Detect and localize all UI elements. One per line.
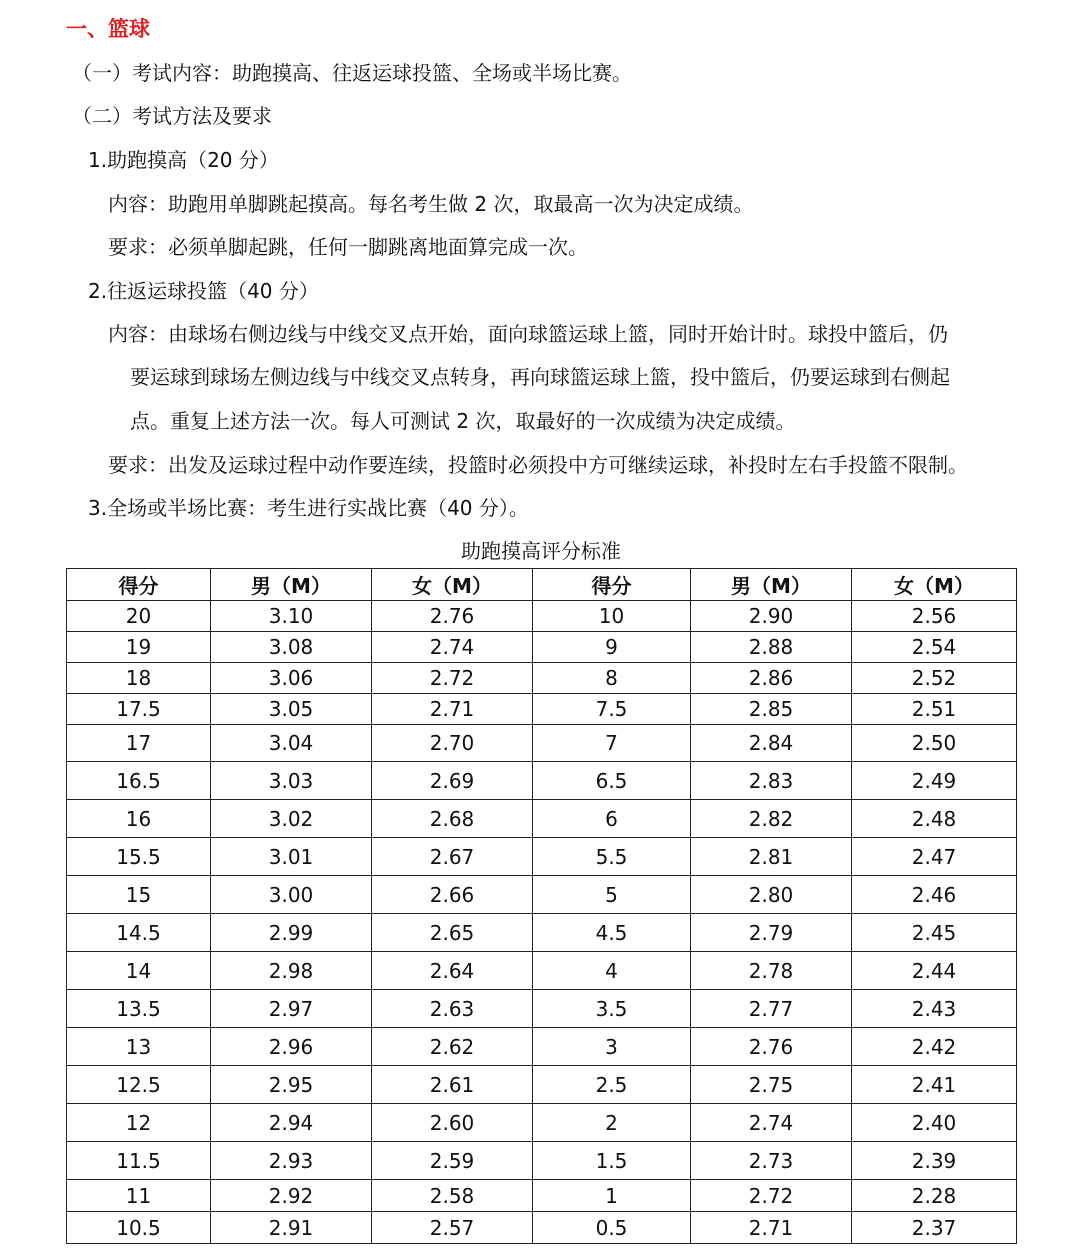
table-cell: 17	[67, 725, 211, 762]
table-cell: 15	[67, 876, 211, 914]
section-title: 一、篮球	[66, 17, 150, 41]
jump-reach-requirement: 要求：必须单脚起跳，任何一脚跳离地面算完成一次。	[108, 235, 588, 259]
table-cell: 2.97	[211, 990, 372, 1028]
header-female-1: 女（M）	[372, 569, 533, 601]
dribble-shot-content-1: 内容：由球场右侧边线与中线交叉点开始，面向球篮运球上篮，同时开始计时。球投中篮后，仍	[108, 322, 948, 346]
table-cell: 2.67	[372, 838, 533, 876]
table-cell: 6	[533, 800, 691, 838]
table-cell: 2.70	[372, 725, 533, 762]
table-cell: 5.5	[533, 838, 691, 876]
table-row	[67, 762, 1017, 800]
table-cell: 2.44	[852, 952, 1017, 990]
table-cell: 16.5	[67, 762, 211, 800]
table-cell: 2.48	[852, 800, 1017, 838]
table-cell: 3	[533, 1028, 691, 1066]
table-cell: 2.91	[211, 1212, 372, 1244]
table-cell: 16	[67, 800, 211, 838]
table-row	[67, 1180, 1017, 1212]
table-cell: 2.96	[211, 1028, 372, 1066]
table-cell: 2.51	[852, 694, 1017, 725]
table-cell: 2.83	[691, 762, 852, 800]
table-row	[67, 914, 1017, 952]
table-cell: 2.41	[852, 1066, 1017, 1104]
table-cell: 2.62	[372, 1028, 533, 1066]
table-cell: 3.04	[211, 725, 372, 762]
table-cell: 11.5	[67, 1142, 211, 1180]
table-cell: 2.80	[691, 876, 852, 914]
table-cell: 13	[67, 1028, 211, 1066]
table-cell: 11	[67, 1180, 211, 1212]
table-cell: 2.59	[372, 1142, 533, 1180]
table-cell: 2.47	[852, 838, 1017, 876]
table-cell: 2.54	[852, 632, 1017, 663]
table-cell: 2.56	[852, 601, 1017, 632]
table-cell: 2.74	[372, 632, 533, 663]
table-cell: 2.99	[211, 914, 372, 952]
table-cell: 4.5	[533, 914, 691, 952]
dribble-shot-content-2: 要运球到球场左侧边线与中线交叉点转身，再向球篮运球上篮，投中篮后，仍要运球到右侧起	[130, 365, 950, 389]
table-cell: 2.57	[372, 1212, 533, 1244]
table-cell: 2	[533, 1104, 691, 1142]
table-cell: 20	[67, 601, 211, 632]
table-cell: 2.81	[691, 838, 852, 876]
table-cell: 2.75	[691, 1066, 852, 1104]
table-row	[67, 1212, 1017, 1244]
table-cell: 15.5	[67, 838, 211, 876]
table-cell: 2.45	[852, 914, 1017, 952]
table-cell: 2.79	[691, 914, 852, 952]
table-cell: 2.85	[691, 694, 852, 725]
match-heading: 3.全场或半场比赛：考生进行实战比赛（40 分）。	[88, 496, 529, 520]
table-cell: 2.61	[372, 1066, 533, 1104]
table-row	[67, 876, 1017, 914]
table-cell: 2.76	[691, 1028, 852, 1066]
table-cell: 2.66	[372, 876, 533, 914]
table-cell: 2.94	[211, 1104, 372, 1142]
table-cell: 18	[67, 663, 211, 694]
table-header-row	[67, 569, 1017, 601]
table-cell: 2.93	[211, 1142, 372, 1180]
table-row	[67, 800, 1017, 838]
table-cell: 7.5	[533, 694, 691, 725]
table-cell: 2.43	[852, 990, 1017, 1028]
table-cell: 10.5	[67, 1212, 211, 1244]
jump-reach-content: 内容：助跑用单脚跳起摸高。每名考生做 2 次，取最高一次为决定成绩。	[108, 192, 754, 216]
table-row	[67, 990, 1017, 1028]
header-male-2: 男（M）	[691, 569, 852, 601]
exam-method-heading: （二）考试方法及要求	[72, 104, 272, 128]
table-cell: 2.82	[691, 800, 852, 838]
table-cell: 2.5	[533, 1066, 691, 1104]
table-cell: 14	[67, 952, 211, 990]
table-cell: 5	[533, 876, 691, 914]
dribble-shot-heading: 2.往返运球投篮（40 分）	[88, 279, 319, 303]
table-cell: 3.08	[211, 632, 372, 663]
table-cell: 8	[533, 663, 691, 694]
table-cell: 2.46	[852, 876, 1017, 914]
table-row	[67, 952, 1017, 990]
header-female-2: 女（M）	[852, 569, 1017, 601]
table-cell: 2.84	[691, 725, 852, 762]
table-cell: 2.76	[372, 601, 533, 632]
table-cell: 2.74	[691, 1104, 852, 1142]
table-cell: 13.5	[67, 990, 211, 1028]
table-body	[67, 601, 1017, 1244]
table-cell: 2.78	[691, 952, 852, 990]
table-cell: 2.86	[691, 663, 852, 694]
table-cell: 17.5	[67, 694, 211, 725]
header-male-1: 男（M）	[211, 569, 372, 601]
table-cell: 6.5	[533, 762, 691, 800]
table-cell: 3.5	[533, 990, 691, 1028]
header-score-1: 得分	[67, 569, 211, 601]
table-cell: 9	[533, 632, 691, 663]
exam-content-line: （一）考试内容：助跑摸高、往返运球投篮、全场或半场比赛。	[72, 61, 632, 85]
table-cell: 2.49	[852, 762, 1017, 800]
table-cell: 19	[67, 632, 211, 663]
dribble-shot-content-3: 点。重复上述方法一次。每人可测试 2 次，取最好的一次成绩为决定成绩。	[130, 409, 796, 433]
table-cell: 3.03	[211, 762, 372, 800]
table-cell: 2.72	[691, 1180, 852, 1212]
table-row	[67, 838, 1017, 876]
dribble-shot-requirement: 要求：出发及运球过程中动作要连续，投篮时必须投中方可继续运球，补投时左右手投篮不限制。	[108, 453, 968, 477]
table-cell: 3.10	[211, 601, 372, 632]
table-cell: 2.77	[691, 990, 852, 1028]
table-cell: 2.73	[691, 1142, 852, 1180]
table-cell: 2.88	[691, 632, 852, 663]
table-cell: 2.63	[372, 990, 533, 1028]
table-row	[67, 694, 1017, 725]
table-cell: 2.90	[691, 601, 852, 632]
table-cell: 1	[533, 1180, 691, 1212]
table-cell: 3.02	[211, 800, 372, 838]
table-cell: 2.71	[372, 694, 533, 725]
table-row	[67, 1028, 1017, 1066]
table-cell: 2.71	[691, 1212, 852, 1244]
table-row	[67, 725, 1017, 762]
table-cell: 3.00	[211, 876, 372, 914]
table-cell: 2.60	[372, 1104, 533, 1142]
table-cell: 2.65	[372, 914, 533, 952]
table-cell: 7	[533, 725, 691, 762]
table-cell: 12	[67, 1104, 211, 1142]
table-row	[67, 632, 1017, 663]
table-row	[67, 1142, 1017, 1180]
table-row	[67, 601, 1017, 632]
jump-reach-heading: 1.助跑摸高（20 分）	[88, 148, 279, 172]
table-cell: 0.5	[533, 1212, 691, 1244]
table-caption: 助跑摸高评分标准	[461, 539, 621, 563]
table-row	[67, 663, 1017, 694]
table-cell: 2.95	[211, 1066, 372, 1104]
table-cell: 2.37	[852, 1212, 1017, 1244]
table-cell: 4	[533, 952, 691, 990]
table-cell: 14.5	[67, 914, 211, 952]
table-cell: 1.5	[533, 1142, 691, 1180]
table-row	[67, 1066, 1017, 1104]
table-cell: 2.50	[852, 725, 1017, 762]
table-cell: 3.01	[211, 838, 372, 876]
table-cell: 3.06	[211, 663, 372, 694]
score-table	[66, 568, 1017, 1244]
table-row	[67, 1104, 1017, 1142]
table-cell: 2.39	[852, 1142, 1017, 1180]
table-cell: 2.52	[852, 663, 1017, 694]
table-cell: 3.05	[211, 694, 372, 725]
header-score-2: 得分	[533, 569, 691, 601]
table-cell: 2.42	[852, 1028, 1017, 1066]
table-cell: 2.72	[372, 663, 533, 694]
table-cell: 2.69	[372, 762, 533, 800]
table-cell: 2.64	[372, 952, 533, 990]
table-cell: 12.5	[67, 1066, 211, 1104]
table-cell: 2.28	[852, 1180, 1017, 1212]
table-cell: 2.40	[852, 1104, 1017, 1142]
table-cell: 2.58	[372, 1180, 533, 1212]
table-cell: 2.68	[372, 800, 533, 838]
table-cell: 10	[533, 601, 691, 632]
table-cell: 2.98	[211, 952, 372, 990]
table-cell: 2.92	[211, 1180, 372, 1212]
